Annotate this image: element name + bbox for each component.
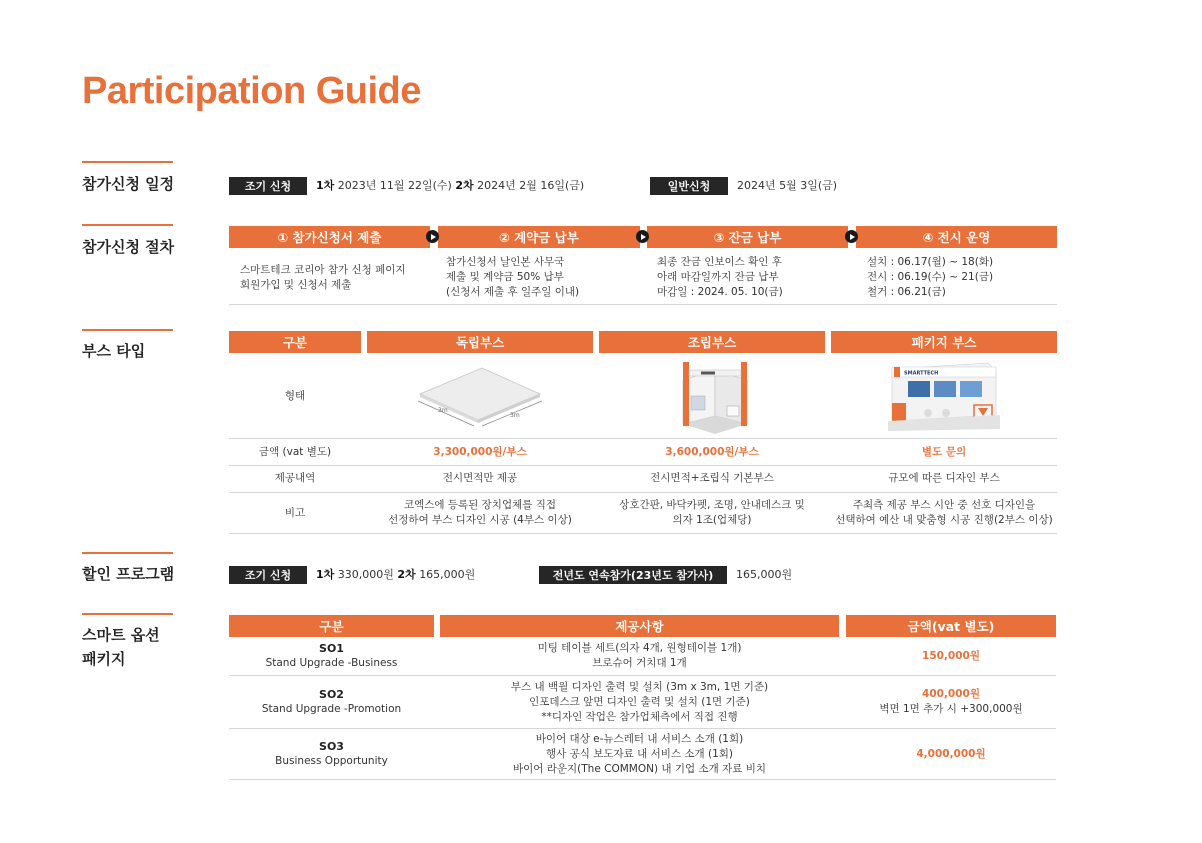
assembled-booth-notes: 상호간판, 바닥카펫, 조명, 안내데스크 및 의자 1조(업체당) [619, 499, 805, 526]
discount-repeat-price: 165,000원 [736, 568, 793, 581]
independent-booth-notes: 코엑스에 등록된 장치업체를 직접 선정하여 부스 디자인 시공 (4부스 이상) [388, 499, 572, 526]
arrow-right-icon [636, 230, 649, 243]
arrow-right-icon [426, 230, 439, 243]
smart-header-price: 금액(vat 별도) [846, 615, 1056, 637]
section-title-smart-option: 스마트 옵션 패키지 [82, 626, 160, 668]
procedure-step-4-desc: 설치 : 06.17(월) ~ 18(화) 전시 : 06.19(수) ~ 21(금) 철거 : 06.21(금) [867, 256, 994, 298]
divider [229, 492, 1057, 493]
page-title: Participation Guide [82, 70, 421, 112]
divider [229, 438, 1057, 439]
package-booth-image [888, 359, 1000, 431]
booth-header-category: 구분 [229, 331, 361, 353]
procedure-step-2-title: ② 계약금 납부 [438, 226, 640, 248]
early-apply-dates: 1차 2023년 11월 22일(수) 2차 2024년 2월 16일(금) [316, 179, 585, 192]
package-booth-price: 별도 문의 [921, 446, 967, 458]
divider [229, 304, 1057, 305]
dimension-label-b: 3m [510, 412, 520, 419]
smart-row-so3-price: 4,000,000원 [916, 748, 986, 760]
procedure-step-1-desc: 스마트테크 코리아 참가 신청 페이지 회원가입 및 신청서 제출 [240, 264, 406, 291]
section-rule [82, 224, 173, 226]
general-apply-date: 2024년 5월 3일(금) [737, 179, 838, 192]
divider [229, 675, 1056, 676]
section-title-procedure: 참가신청 절차 [82, 238, 175, 256]
divider [229, 728, 1056, 729]
discount-early-tag: 조기 신청 [229, 566, 307, 584]
package-booth-provides: 규모에 따른 디자인 부스 [888, 472, 1000, 484]
booth-row-label-notes: 비고 [284, 507, 306, 519]
independent-booth-image [410, 360, 550, 430]
booth-header-assembled: 조립부스 [599, 331, 825, 353]
assembled-booth-image [675, 356, 755, 436]
section-title-schedule: 참가신청 일정 [82, 175, 175, 193]
booth-row-label-provides: 제공내역 [274, 472, 316, 484]
assembled-booth-price: 3,600,000원/부스 [665, 446, 759, 458]
section-title-discount: 할인 프로그램 [82, 565, 175, 583]
divider [229, 779, 1056, 780]
procedure-step-3-desc: 최종 잔금 인보이스 확인 후 아래 마감일까지 잔금 납부 마감일 : 2024. 05. 10(금) [657, 256, 783, 298]
smart-row-so3-items: 바이어 대상 e-뉴스레터 내 서비스 소개 (1회) 행사 공식 보도자료 내 서비스 소개 (1회) 바이어 라운지(The COMMON) 내 기업 소개 자료 비치 [512, 733, 767, 775]
arrow-right-icon [845, 230, 858, 243]
independent-booth-provides: 전시면적만 제공 [442, 472, 518, 484]
divider [229, 533, 1057, 534]
booth-row-label-shape: 형태 [284, 390, 306, 402]
package-booth-notes: 주최측 제공 부스 시안 중 선호 디자인을 선택하여 예산 내 맞춤형 시공 진행(2부스 이상) [835, 499, 1053, 526]
procedure-step-1-title: ① 참가신청서 제출 [229, 226, 430, 248]
smart-row-so3-category: SO3 Business Opportunity [275, 740, 388, 767]
discount-repeat-tag: 전년도 연속참가(23년도 참가사) [539, 566, 727, 584]
general-apply-tag: 일반신청 [650, 177, 728, 195]
section-rule [82, 613, 173, 615]
smart-row-so1-price: 150,000원 [922, 650, 980, 662]
procedure-step-2-desc: 참가신청서 날인본 사무국 제출 및 계약금 50% 납부 (신청서 제출 후 일주일 이내) [446, 256, 580, 298]
smart-row-so2-category: SO2 Stand Upgrade -Promotion [261, 688, 402, 715]
package-booth-sign: SMARTTECH [904, 370, 939, 377]
dimension-label-a: 3m [438, 407, 448, 414]
booth-row-label-price: 금액 (vat 별도) [258, 446, 332, 458]
procedure-step-3-title: ③ 잔금 납부 [647, 226, 848, 248]
assembled-booth-provides: 전시면적+조립식 기본부스 [650, 472, 774, 484]
smart-row-so1-items: 미팅 테이블 세트(의자 4개, 원형테이블 1개) 브로슈어 거치대 1개 [537, 642, 742, 669]
smart-row-so1-category: SO1 Stand Upgrade -Business [265, 642, 398, 669]
smart-row-so2-price: 400,000원 벽면 1면 추가 시 +300,000원 [879, 688, 1023, 715]
smart-header-category: 구분 [229, 615, 434, 637]
section-title-booth: 부스 타입 [82, 342, 146, 360]
discount-early-prices: 1차 330,000원 2차 165,000원 [316, 568, 476, 581]
divider [229, 465, 1057, 466]
section-rule [82, 552, 173, 554]
smart-header-provides: 제공사항 [440, 615, 839, 637]
section-rule [82, 329, 173, 331]
procedure-step-4-title: ④ 전시 운영 [856, 226, 1057, 248]
independent-booth-price: 3,300,000원/부스 [433, 446, 527, 458]
smart-row-so2-items: 부스 내 백월 디자인 출력 및 설치 (3m x 3m, 1면 기준) 인포데스크 앞면 디자인 출력 및 설치 (1면 기준) **디자인 작업은 참가업체측에서 직접 진행 [510, 681, 769, 723]
section-rule [82, 161, 173, 163]
booth-header-independent: 독립부스 [367, 331, 593, 353]
booth-header-package: 패키지 부스 [831, 331, 1057, 353]
early-apply-tag: 조기 신청 [229, 177, 307, 195]
